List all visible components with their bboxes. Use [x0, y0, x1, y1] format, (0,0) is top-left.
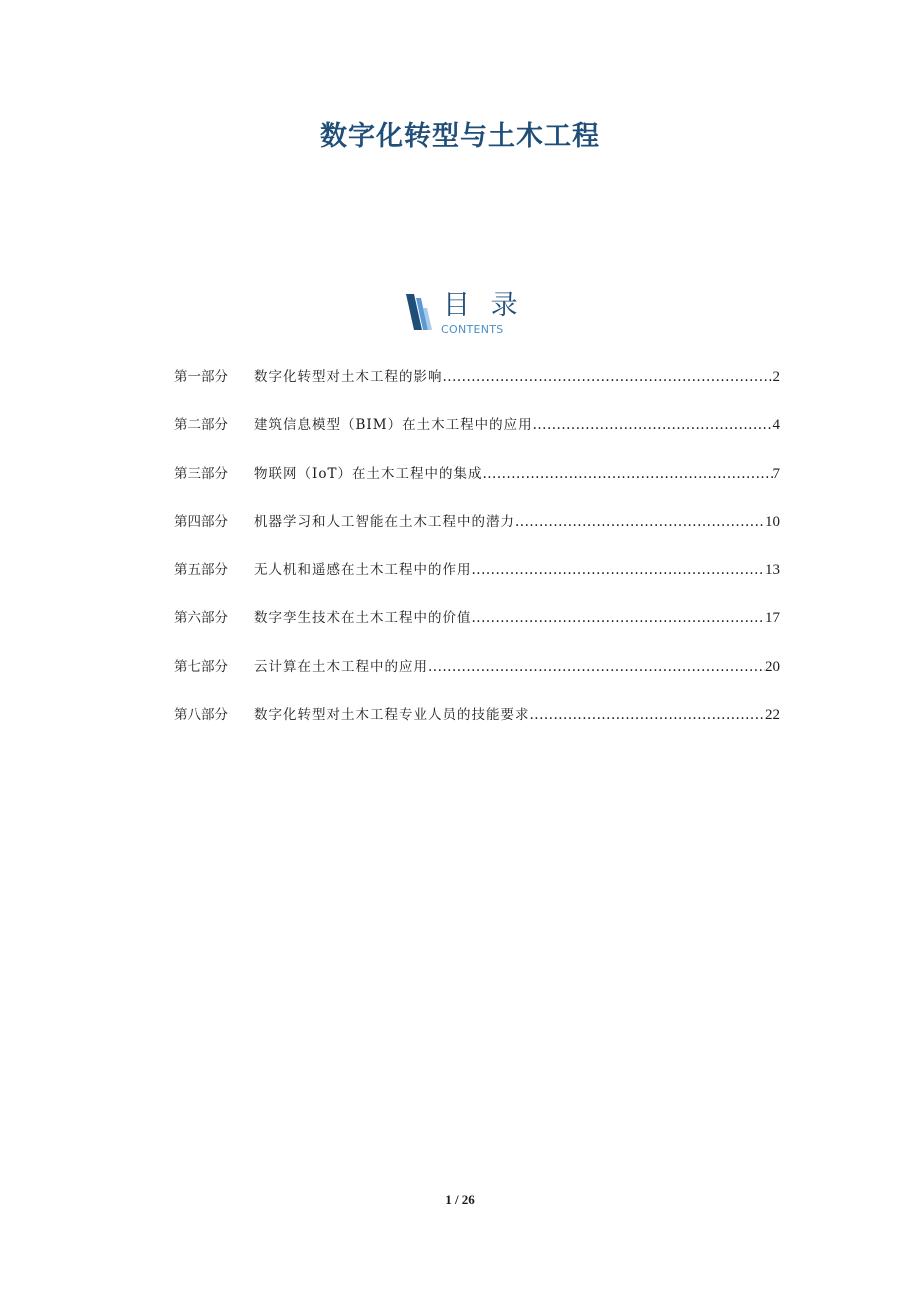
toc-dot-leader: [428, 657, 765, 677]
toc-entry-part-8[interactable]: [174, 705, 780, 753]
toc-entry-part-5[interactable]: [174, 560, 780, 608]
toc-entry-part-1[interactable]: [174, 367, 780, 415]
toc-heading: 目 录: [443, 290, 524, 321]
toc-entry-part-label: 第四部分: [174, 513, 228, 530]
toc-subheading: CONTENTS: [441, 323, 504, 336]
toc-entry-part-7[interactable]: [174, 657, 780, 705]
toc-entry-title: 建筑信息模型（BIM）在土木工程中的应用: [254, 417, 533, 434]
toc-entry-part-label: 第三部分: [174, 465, 228, 482]
toc-entry-page: 20: [765, 658, 780, 675]
toc-dot-leader: [530, 705, 766, 725]
toc-entry-part-3[interactable]: [174, 464, 780, 512]
toc-entry-part-6[interactable]: [174, 608, 780, 656]
toc-entry-part-label: 第一部分: [174, 369, 228, 385]
toc-dot-leader: [472, 560, 766, 580]
toc-list: [174, 367, 780, 753]
toc-entry-title: 无人机和遥感在土木工程中的作用: [254, 562, 472, 579]
toc-header: [404, 290, 534, 340]
toc-entry-title: 机器学习和人工智能在土木工程中的潜力: [254, 513, 515, 530]
toc-entry-part-2[interactable]: [174, 415, 780, 463]
toc-entry-page: 13: [765, 562, 780, 579]
toc-entry-title: 数字化转型对土木工程的影响: [254, 369, 443, 385]
toc-logo-icon: [404, 294, 436, 330]
toc-entry-part-label: 第二部分: [174, 417, 228, 434]
toc-entry-title: 数字孪生技术在土木工程中的价值: [254, 610, 472, 627]
toc-dot-leader: [515, 512, 765, 532]
toc-entry-part-label: 第八部分: [174, 707, 228, 724]
toc-dot-leader: [472, 608, 766, 628]
toc-entry-part-label: 第六部分: [174, 610, 228, 627]
toc-entry-page: 22: [765, 707, 780, 724]
page-number-footer: 1 / 26: [445, 1192, 475, 1207]
toc-entry-title: 物联网（IoT）在土木工程中的集成: [254, 465, 483, 482]
toc-dot-leader: [443, 367, 773, 387]
toc-entry-page: 7: [772, 465, 780, 482]
toc-entry-part-label: 第七部分: [174, 658, 228, 675]
toc-entry-page: 4: [772, 417, 780, 434]
toc-entry-part-4[interactable]: [174, 512, 780, 560]
toc-entry-part-label: 第五部分: [174, 562, 228, 579]
toc-entry-page: 17: [765, 610, 780, 627]
toc-dot-leader: [482, 464, 772, 484]
toc-entry-page: 2: [772, 369, 780, 385]
toc-entry-title: 云计算在土木工程中的应用: [254, 658, 428, 675]
toc-dot-leader: [533, 415, 773, 435]
toc-entry-page: 10: [765, 513, 780, 530]
toc-entry-title: 数字化转型对土木工程专业人员的技能要求: [254, 707, 530, 724]
document-title: 数字化转型与土木工程: [320, 121, 600, 152]
